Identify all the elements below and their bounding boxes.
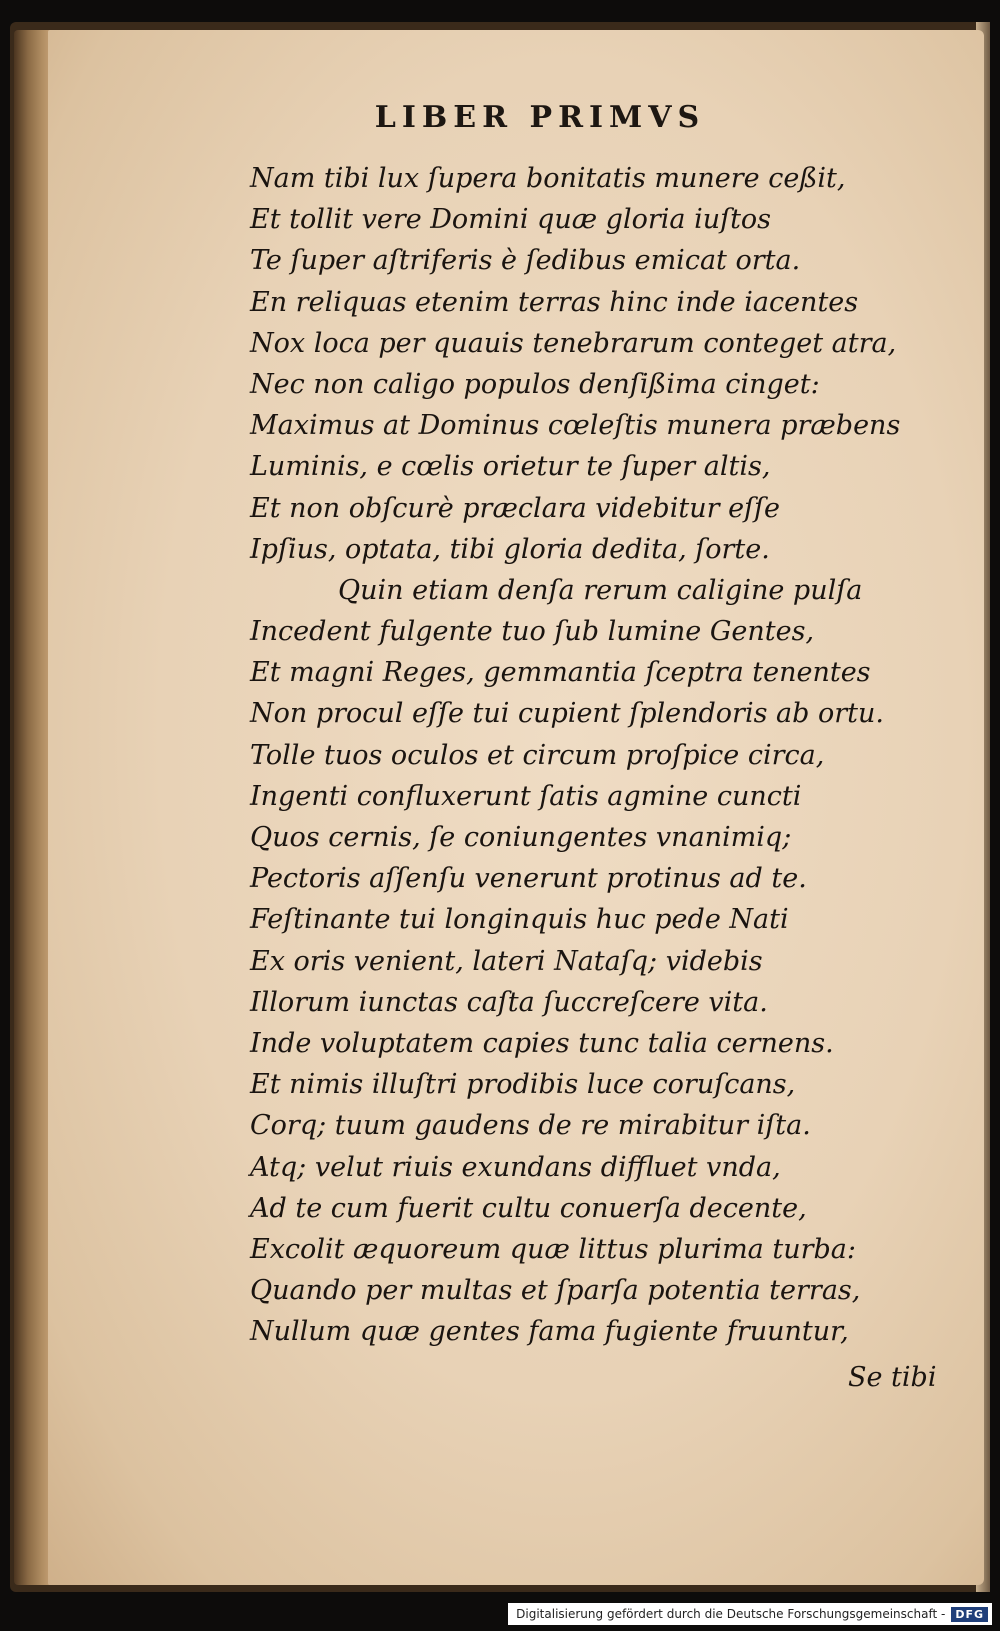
verse-line: Excolit æquoreum quæ littus plurima turba: (250, 1233, 856, 1265)
credit-text: Digitalisierung gefördert durch die Deutsche Forschungsgemeinschaft - (516, 1607, 946, 1621)
verse-line: Quando per multas et ſparſa potentia terras, (250, 1275, 861, 1307)
catchword: Se tibi (848, 1362, 937, 1393)
verse-line: Non procul eſſe tui cupient ſplendoris ab ortu. (250, 698, 884, 730)
verse-line: Ex oris venient, lateri Nataſq; videbis (250, 945, 763, 977)
verse-line: Nox loca per quauis tenebrarum conteget atra, (250, 327, 897, 359)
verse-line: Inde voluptatem capies tunc talia cernens. (250, 1027, 834, 1059)
verse-line: Et magni Reges, gemmantia ſceptra tenentes (250, 657, 871, 689)
verse-line: Nam tibi lux ſupera bonitatis munere ceßit, (250, 163, 846, 194)
verse-line: En reliquas etenim terras hinc inde iacentes (250, 286, 859, 318)
verse-line: Ipſius, optata, tibi gloria dedita, ſorte. (250, 533, 770, 565)
verse-line: Quin etiam denſa rerum caligine pulſa (338, 574, 863, 606)
verse-line: Illorum iunctas caſta ſuccreſcere vita. (250, 986, 768, 1018)
verse-line: Maximus at Dominus cœleſtis munera præbens (250, 410, 901, 442)
verse-line: Feſtinante tui longinquis huc pede Nati (250, 904, 789, 936)
verse-line: Ad te cum fuerit cultu conuerſa decente, (250, 1192, 807, 1224)
digitization-credit-bar (508, 1603, 992, 1625)
dfg-logo[interactable]: DFG (951, 1607, 988, 1622)
verse-line: Atq; velut riuis exundans diffluet vnda, (250, 1151, 781, 1183)
running-head-text: LIBER PRIMVS (374, 100, 706, 135)
verse-line: Luminis, e cœlis orietur te ſuper altis, (250, 451, 771, 483)
verse-block (250, 158, 950, 1352)
verse-line: Te ſuper aſtriferis è ſedibus emicat orta. (250, 245, 801, 277)
verse-line: Et tollit vere Domini quæ gloria iuſtos (250, 204, 772, 236)
verse-line: Nec non caligo populos denſißima cinget: (250, 368, 820, 400)
verse-line: Corq; tuum gaudens de re mirabitur iſta. (250, 1110, 811, 1142)
verse-line: Incedent fulgente tuo ſub lumine Gentes, (250, 616, 815, 648)
verse-line: Et non obſcurè præclara videbitur eſſe (250, 492, 781, 524)
verse-line: Tolle tuos oculos et circum proſpice circa, (250, 739, 825, 771)
verse-line: Et nimis illuſtri prodibis luce coruſcans, (250, 1069, 796, 1101)
running-head (0, 100, 1000, 135)
verse-line: Quos cernis, ſe coniungentes vnanimiq; (250, 822, 792, 853)
verse-line: Ingenti confluxerunt ſatis agmine cuncti (250, 780, 802, 812)
verse-line: Pectoris aſſenſu venerunt protinus ad te. (250, 863, 807, 895)
verse-line: Nullum quæ gentes fama fugiente fruuntur, (250, 1316, 849, 1348)
